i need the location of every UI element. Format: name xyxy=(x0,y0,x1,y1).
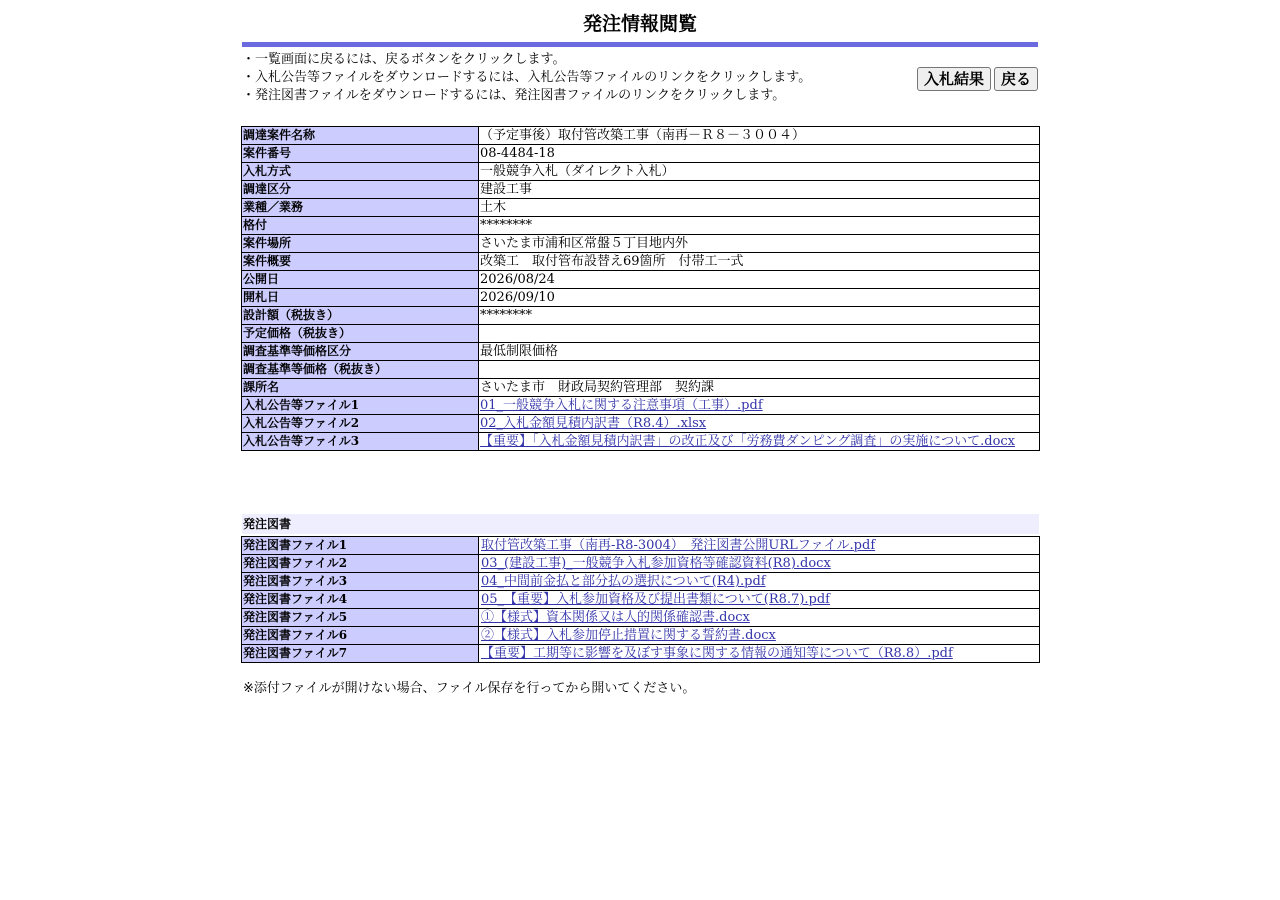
row-label: 公開日 xyxy=(242,271,479,289)
row-label: 入札公告等ファイル3 xyxy=(242,433,479,451)
file-download-link[interactable]: 02_入札金額見積内訳書（R8.4）.xlsx xyxy=(480,416,707,431)
table-row xyxy=(242,325,1040,343)
row-value xyxy=(479,573,1040,591)
table-row xyxy=(242,361,1040,379)
row-value: （予定事後）取付管改築工事（南再－Ｒ８－３００４） xyxy=(479,127,1040,145)
row-value xyxy=(479,325,1040,343)
table-row xyxy=(242,127,1040,145)
row-label: 業種／業務 xyxy=(242,199,479,217)
file-download-link[interactable]: 05_【重要】入札参加資格及び提出書類について(R8.7).pdf xyxy=(481,592,830,607)
row-value: 2026/08/24 xyxy=(479,271,1040,289)
row-value: 一般競争入札（ダイレクト入札） xyxy=(479,163,1040,181)
procurement-info-table xyxy=(241,126,1040,451)
table-row xyxy=(242,591,1040,609)
action-buttons xyxy=(917,67,1038,91)
instructions xyxy=(242,51,811,105)
row-label: 予定価格（税抜き） xyxy=(242,325,479,343)
docs-section-heading: 発注図書 xyxy=(242,514,1039,534)
row-label: 案件概要 xyxy=(242,253,479,271)
table-row xyxy=(242,555,1040,573)
table-row xyxy=(242,415,1040,433)
table-row xyxy=(242,627,1040,645)
table-row xyxy=(242,217,1040,235)
bid-result-button[interactable]: 入札結果 xyxy=(917,67,991,91)
row-label: 調査基準等価格（税抜き） xyxy=(242,361,479,379)
table-row xyxy=(242,609,1040,627)
row-label: 入札公告等ファイル2 xyxy=(242,415,479,433)
row-label: 調達案件名称 xyxy=(242,127,479,145)
table-row xyxy=(242,199,1040,217)
row-value xyxy=(479,555,1040,573)
row-label: 入札公告等ファイル1 xyxy=(242,397,479,415)
table-row xyxy=(242,379,1040,397)
file-download-link[interactable]: 04_中間前金払と部分払の選択について(R4).pdf xyxy=(481,574,766,589)
row-label: 開札日 xyxy=(242,289,479,307)
row-label: 格付 xyxy=(242,217,479,235)
instruction-line: ・発注図書ファイルをダウンロードするには、発注図書ファイルのリンクをクリックします。 xyxy=(242,88,786,103)
row-label: 発注図書ファイル3 xyxy=(242,573,479,591)
row-value: 08-4484-18 xyxy=(479,145,1040,163)
file-download-link[interactable]: 【重要】「入札金額見積内訳書」の改正及び「労務費ダンピング調査」の実施について.docx xyxy=(480,434,1016,449)
table-row xyxy=(242,235,1040,253)
row-value: ******** xyxy=(479,217,1040,235)
instruction-line: ・一覧画面に戻るには、戻るボタンをクリックします。 xyxy=(242,52,566,67)
instruction-line: ・入札公告等ファイルをダウンロードするには、入札公告等ファイルのリンクをクリックします。 xyxy=(242,70,812,85)
row-value: ******** xyxy=(479,307,1040,325)
file-download-link[interactable]: 01_一般競争入札に関する注意事項（工事）.pdf xyxy=(480,398,763,413)
row-label: 発注図書ファイル1 xyxy=(242,537,479,555)
row-label: 入札方式 xyxy=(242,163,479,181)
row-value xyxy=(479,627,1040,645)
table-row xyxy=(242,433,1040,451)
row-label: 発注図書ファイル7 xyxy=(242,645,479,663)
table-row xyxy=(242,343,1040,361)
row-value: 2026/09/10 xyxy=(479,289,1040,307)
table-row xyxy=(242,271,1040,289)
table-row xyxy=(242,163,1040,181)
table-row xyxy=(242,573,1040,591)
row-value xyxy=(479,397,1040,415)
row-value: 建設工事 xyxy=(479,181,1040,199)
table-row xyxy=(242,307,1040,325)
page-title: 発注情報閲覧 xyxy=(582,13,697,35)
order-documents-table xyxy=(241,536,1040,663)
table-row xyxy=(242,645,1040,663)
row-label: 設計額（税抜き） xyxy=(242,307,479,325)
table-row xyxy=(242,181,1040,199)
file-download-link[interactable]: ①【様式】資本関係又は人的関係確認書.docx xyxy=(481,610,750,625)
row-value xyxy=(479,433,1040,451)
table-row xyxy=(242,397,1040,415)
row-label: 発注図書ファイル4 xyxy=(242,591,479,609)
row-value: 土木 xyxy=(479,199,1040,217)
row-label: 発注図書ファイル2 xyxy=(242,555,479,573)
row-value: さいたま市浦和区常盤５丁目地内外 xyxy=(479,235,1040,253)
row-label: 調査基準等価格区分 xyxy=(242,343,479,361)
row-value: 改築工 取付管布設替え69箇所 付帯工一式 xyxy=(479,253,1040,271)
file-download-link[interactable]: 取付管改築工事（南再-R8-3004） 発注図書公開URLファイル.pdf xyxy=(481,538,876,553)
row-value: 最低制限価格 xyxy=(479,343,1040,361)
row-value: さいたま市 財政局契約管理部 契約課 xyxy=(479,379,1040,397)
title-divider xyxy=(242,42,1038,47)
row-value xyxy=(479,591,1040,609)
row-value xyxy=(479,361,1040,379)
table-row xyxy=(242,537,1040,555)
footnote: ※添付ファイルが開けない場合、ファイル保存を行ってから開いてください。 xyxy=(243,681,696,696)
row-label: 課所名 xyxy=(242,379,479,397)
row-label: 案件番号 xyxy=(242,145,479,163)
table-row xyxy=(242,289,1040,307)
table-row xyxy=(242,253,1040,271)
row-value xyxy=(479,537,1040,555)
back-button[interactable]: 戻る xyxy=(994,67,1038,91)
row-label: 案件場所 xyxy=(242,235,479,253)
row-value xyxy=(479,645,1040,663)
row-label: 調達区分 xyxy=(242,181,479,199)
file-download-link[interactable]: 03_(建設工事)_一般競争入札参加資格等確認資料(R8).docx xyxy=(481,556,831,571)
file-download-link[interactable]: 【重要】工期等に影響を及ぼす事象に関する情報の通知等について（R8.8）.pdf xyxy=(481,646,953,661)
row-value xyxy=(479,415,1040,433)
row-label: 発注図書ファイル6 xyxy=(242,627,479,645)
row-label: 発注図書ファイル5 xyxy=(242,609,479,627)
row-value xyxy=(479,609,1040,627)
table-row xyxy=(242,145,1040,163)
file-download-link[interactable]: ②【様式】入札参加停止措置に関する誓約書.docx xyxy=(481,628,776,643)
